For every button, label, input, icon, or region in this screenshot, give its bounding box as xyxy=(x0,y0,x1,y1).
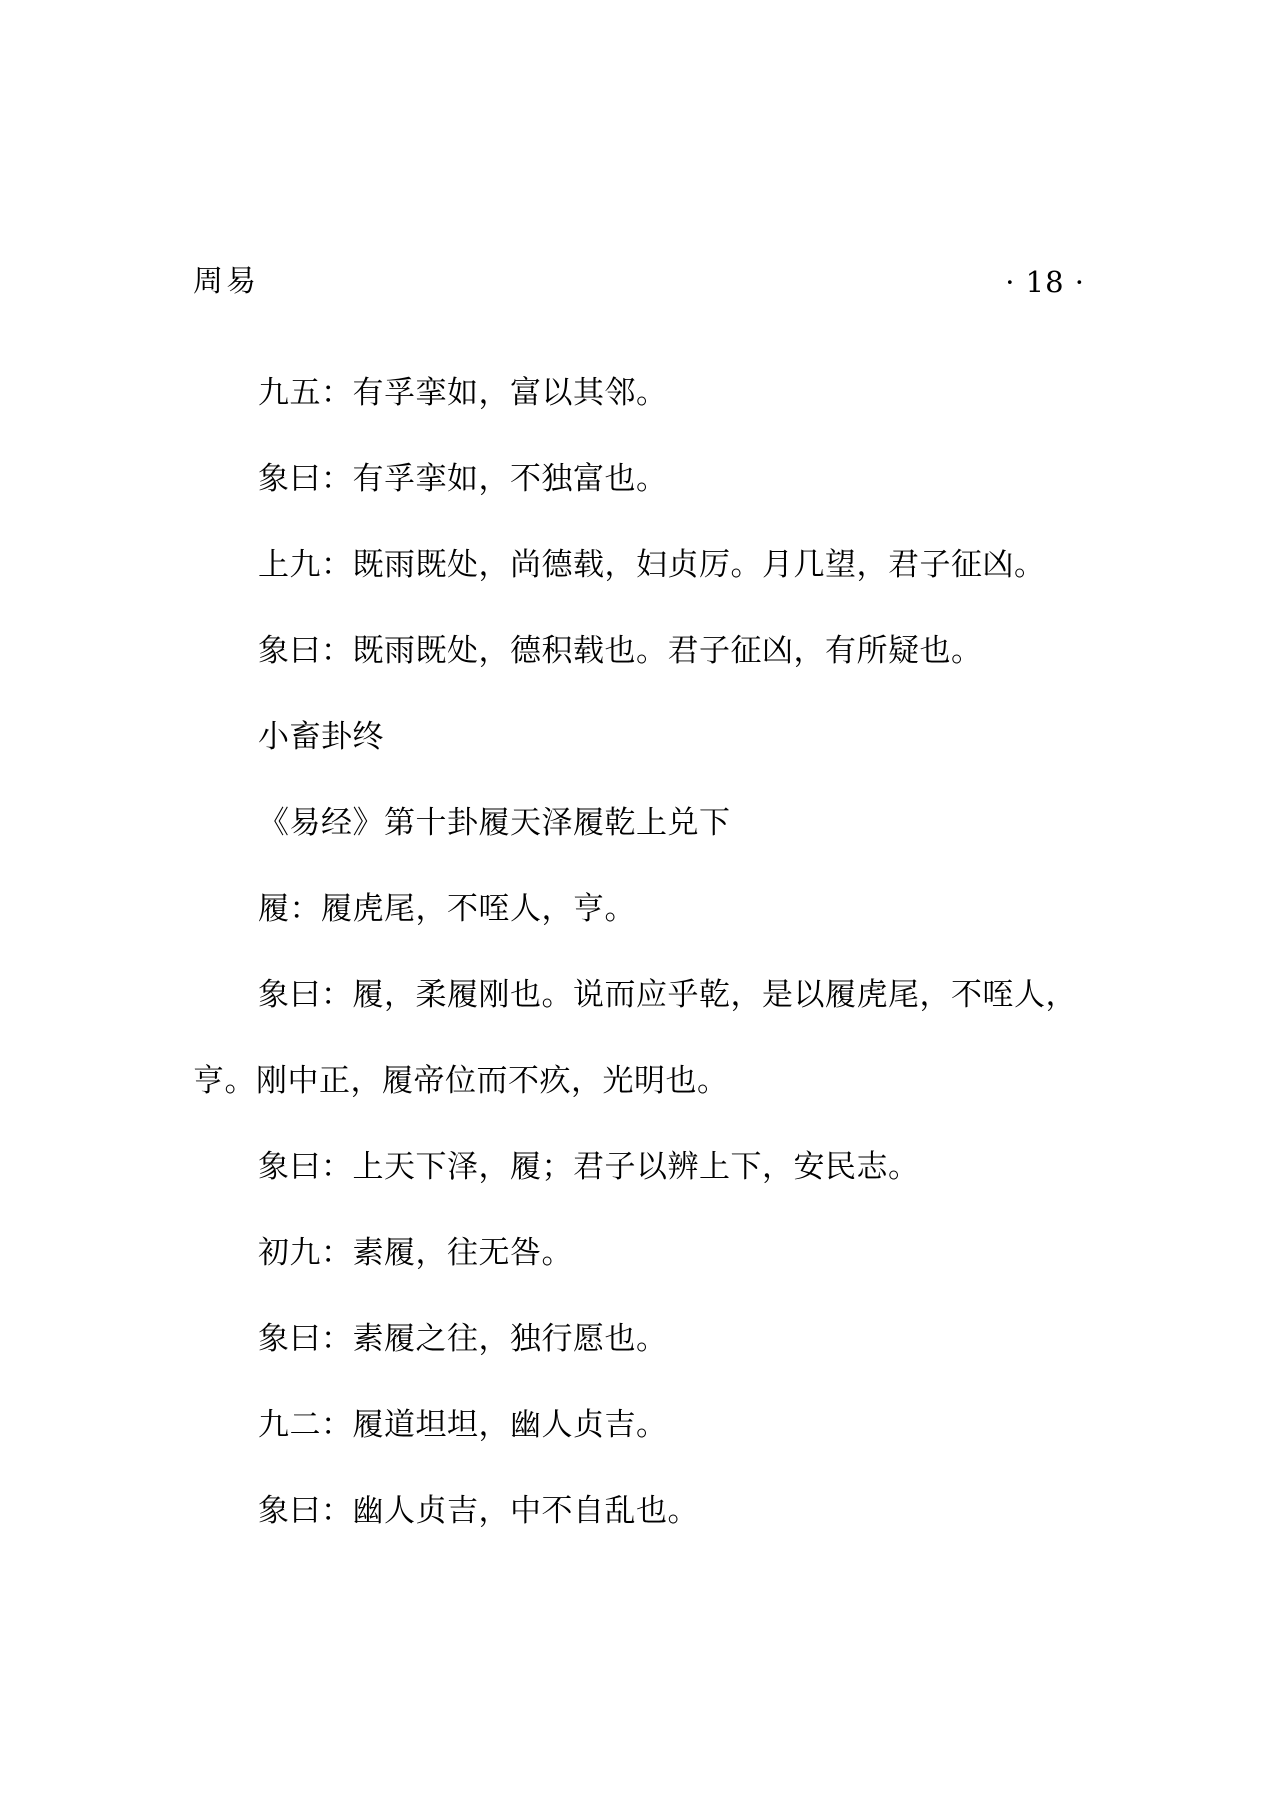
chapter-heading-line: 《易经》第十卦履天泽履乾上兑下 xyxy=(258,805,731,841)
text-line: 象曰：履，柔履刚也。说而应乎乾，是以履虎尾，不咥人， xyxy=(258,977,1077,1013)
text-line: 九五：有孚挛如，富以其邻。 xyxy=(258,375,668,411)
text-line: 象曰：既雨既处，德积载也。君子征凶，有所疑也。 xyxy=(258,633,983,669)
text-line: 象曰：有孚挛如，不独富也。 xyxy=(258,461,668,497)
text-line: 九二：履道坦坦，幽人贞吉。 xyxy=(258,1407,668,1443)
page-number: · 18 · xyxy=(1005,265,1085,299)
text-line: 象曰：上天下泽，履；君子以辨上下，安民志。 xyxy=(258,1149,920,1185)
text-line: 象曰：幽人贞吉，中不自乱也。 xyxy=(258,1493,699,1529)
text-line-continuation: 亨。刚中正，履帝位而不疚，光明也。 xyxy=(193,1063,729,1099)
page-header xyxy=(193,262,1085,302)
text-line: 象曰：素履之往，独行愿也。 xyxy=(258,1321,668,1357)
running-title: 周易 xyxy=(193,264,259,299)
text-line: 初九：素履，往无咎。 xyxy=(258,1235,573,1271)
text-line: 履：履虎尾，不咥人，亨。 xyxy=(258,891,636,927)
page-body xyxy=(193,350,1093,1554)
section-end-line: 小畜卦终 xyxy=(258,719,384,755)
text-line: 上九：既雨既处，尚德载，妇贞厉。月几望，君子征凶。 xyxy=(258,547,1046,583)
